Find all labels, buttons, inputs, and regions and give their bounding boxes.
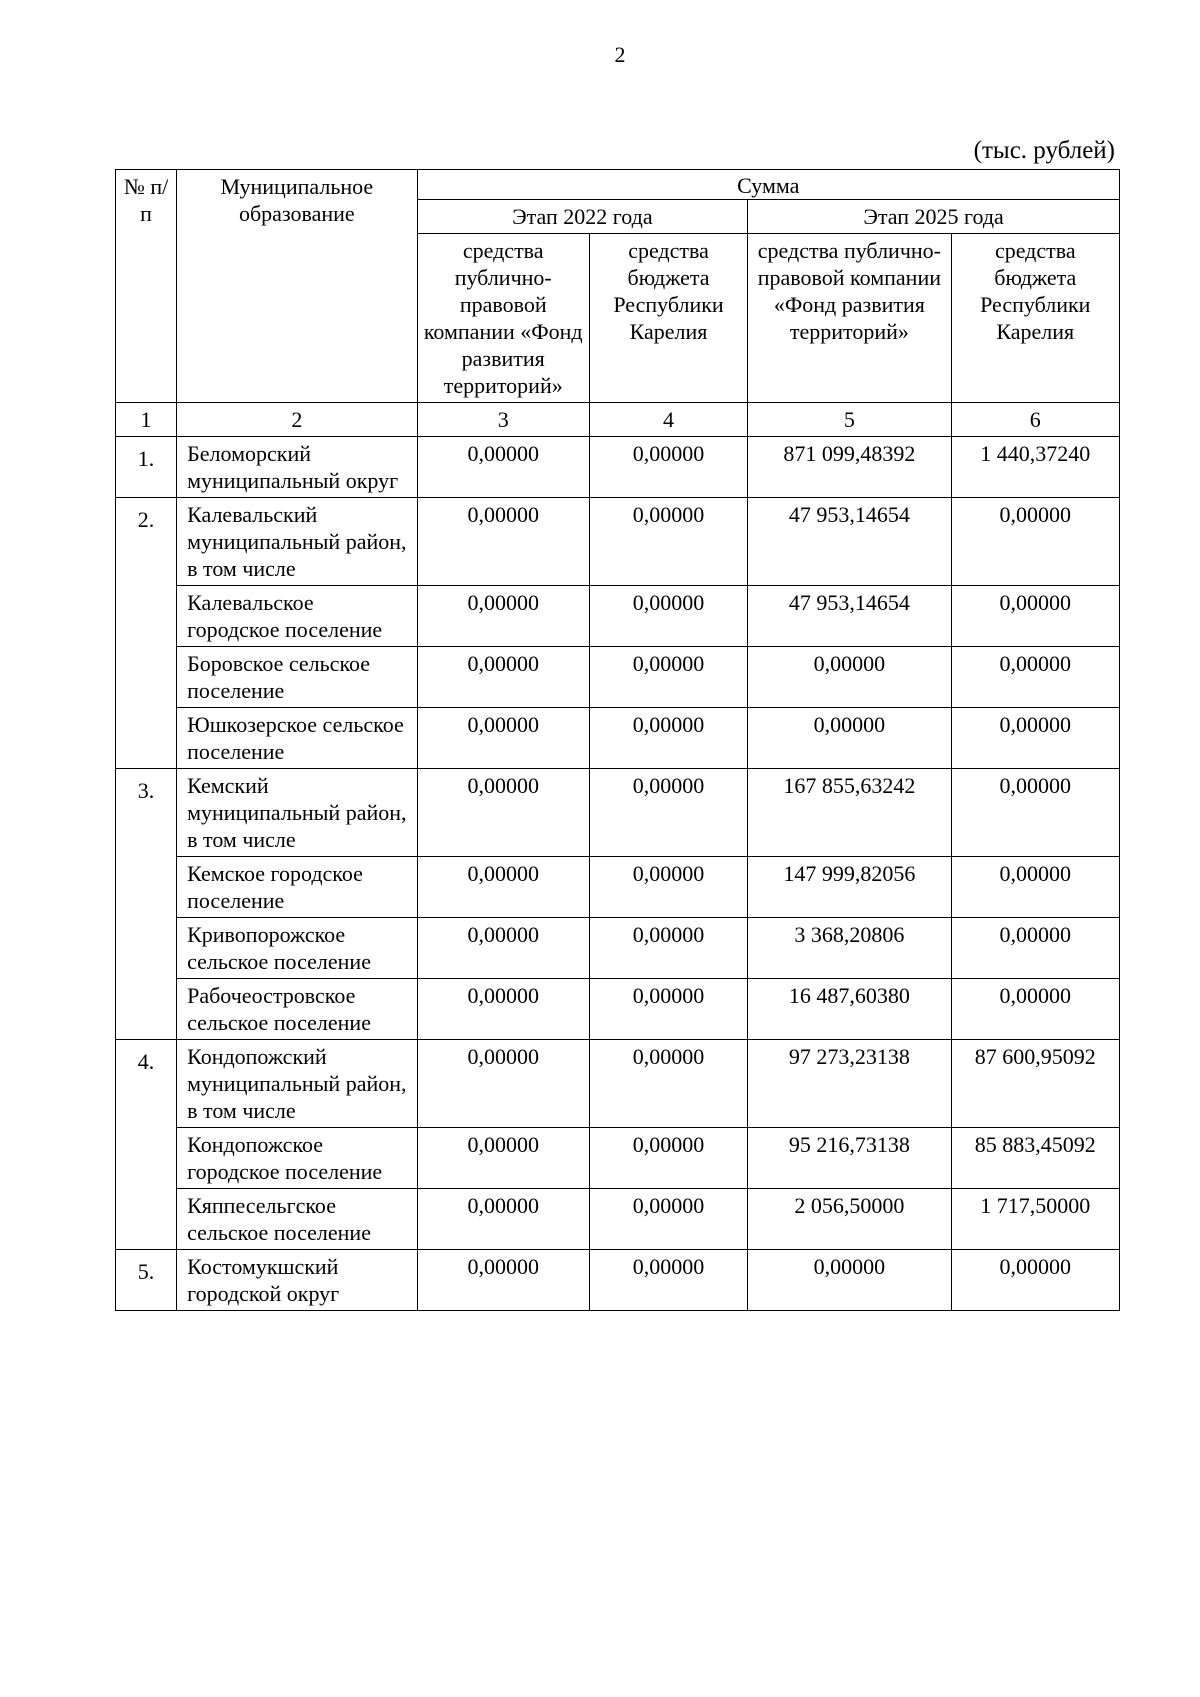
budget-2022-value: 0,00000	[589, 979, 747, 1040]
budget-2025-value: 1 440,37240	[951, 437, 1119, 498]
budget-2025-value: 85 883,45092	[951, 1128, 1119, 1189]
table-row-sub	[116, 979, 1120, 1040]
table-row-sub	[116, 708, 1120, 769]
fund-2025-value: 3 368,20806	[748, 918, 951, 979]
municipality-name: Юшкозерское сельское поселение	[177, 708, 417, 769]
column-number: 5	[748, 403, 951, 437]
header-stage-2022: Этап 2022 года	[417, 200, 748, 234]
header-sum: Сумма	[417, 170, 1119, 200]
header-row-1	[116, 170, 1120, 200]
fund-2025-value: 871 099,48392	[748, 437, 951, 498]
budget-2025-value: 0,00000	[951, 708, 1119, 769]
header-number: № п/п	[116, 170, 177, 403]
budget-2025-value: 0,00000	[951, 647, 1119, 708]
fund-2025-value: 47 953,14654	[748, 498, 951, 586]
budget-2025-value: 0,00000	[951, 918, 1119, 979]
municipality-name: Кондопожское городское поселение	[177, 1128, 417, 1189]
fund-2025-value: 95 216,73138	[748, 1128, 951, 1189]
units-label: (тыс. рублей)	[973, 137, 1115, 164]
fund-2025-value: 97 273,23138	[748, 1040, 951, 1128]
column-number: 3	[417, 403, 589, 437]
fund-2025-value: 0,00000	[748, 1250, 951, 1311]
budget-2025-value: 0,00000	[951, 1250, 1119, 1311]
fund-2022-value: 0,00000	[417, 979, 589, 1040]
budget-2022-value: 0,00000	[589, 1040, 747, 1128]
table-row-sub	[116, 1128, 1120, 1189]
municipality-name: Кемское городское поселение	[177, 857, 417, 918]
fund-2025-value: 16 487,60380	[748, 979, 951, 1040]
fund-2022-value: 0,00000	[417, 708, 589, 769]
fund-2025-value: 147 999,82056	[748, 857, 951, 918]
header-budget-2025: средства бюджета Республики Карелия	[951, 234, 1119, 403]
fund-2025-value: 2 056,50000	[748, 1189, 951, 1250]
fund-2022-value: 0,00000	[417, 918, 589, 979]
budget-2022-value: 0,00000	[589, 857, 747, 918]
header-budget-2022: средства бюджета Республики Карелия	[589, 234, 747, 403]
fund-2025-value: 167 855,63242	[748, 769, 951, 857]
row-number: 2.	[116, 498, 177, 769]
municipality-name: Кривопорожское сельское поселение	[177, 918, 417, 979]
table-row-sub	[116, 647, 1120, 708]
fund-2022-value: 0,00000	[417, 1040, 589, 1128]
table-row-sub	[116, 586, 1120, 647]
budget-2025-value: 0,00000	[951, 498, 1119, 586]
municipality-name: Калевальское городское поселение	[177, 586, 417, 647]
fund-2025-value: 0,00000	[748, 647, 951, 708]
budget-2025-value: 87 600,95092	[951, 1040, 1119, 1128]
municipality-name: Кондопожский муниципальный район, в том числе	[177, 1040, 417, 1128]
budget-2022-value: 0,00000	[589, 437, 747, 498]
budget-2022-value: 0,00000	[589, 918, 747, 979]
municipality-name: Калевальский муниципальный район, в том числе	[177, 498, 417, 586]
row-number: 5.	[116, 1250, 177, 1311]
column-number: 2	[177, 403, 417, 437]
table-row-sub	[116, 857, 1120, 918]
row-number: 1.	[116, 437, 177, 498]
header-municipality: Муниципальное образование	[177, 170, 417, 403]
budget-2022-value: 0,00000	[589, 586, 747, 647]
table-row-group	[116, 1250, 1120, 1311]
budget-2025-value: 0,00000	[951, 769, 1119, 857]
table-row-group	[116, 1040, 1120, 1128]
budget-2022-value: 0,00000	[589, 498, 747, 586]
header-stage-2025: Этап 2025 года	[748, 200, 1120, 234]
budget-2022-value: 0,00000	[589, 708, 747, 769]
table-row-group	[116, 498, 1120, 586]
municipality-name: Беломорский муниципальный округ	[177, 437, 417, 498]
fund-2022-value: 0,00000	[417, 1250, 589, 1311]
fund-2022-value: 0,00000	[417, 647, 589, 708]
fund-2022-value: 0,00000	[417, 857, 589, 918]
fund-2022-value: 0,00000	[417, 769, 589, 857]
fund-2022-value: 0,00000	[417, 1128, 589, 1189]
fund-2022-value: 0,00000	[417, 498, 589, 586]
row-number: 3.	[116, 769, 177, 1040]
table-row-group	[116, 769, 1120, 857]
column-number: 6	[951, 403, 1119, 437]
allocation-table	[115, 169, 1120, 1311]
municipality-name: Кемский муниципальный район, в том числе	[177, 769, 417, 857]
header-fund-2022: средства публично-правовой компании «Фонд развития территорий»	[417, 234, 589, 403]
budget-2025-value: 0,00000	[951, 586, 1119, 647]
municipality-name: Кяппесельгское сельское поселение	[177, 1189, 417, 1250]
fund-2025-value: 47 953,14654	[748, 586, 951, 647]
budget-2025-value: 0,00000	[951, 979, 1119, 1040]
fund-2022-value: 0,00000	[417, 1189, 589, 1250]
budget-2025-value: 1 717,50000	[951, 1189, 1119, 1250]
budget-2022-value: 0,00000	[589, 647, 747, 708]
table-row-group	[116, 437, 1120, 498]
fund-2022-value: 0,00000	[417, 437, 589, 498]
budget-2022-value: 0,00000	[589, 769, 747, 857]
table-row-sub	[116, 918, 1120, 979]
header-fund-2025: средства публично-правовой компании «Фонд развития территорий»	[748, 234, 951, 403]
municipality-name: Рабочеостровское сельское поселение	[177, 979, 417, 1040]
budget-2022-value: 0,00000	[589, 1189, 747, 1250]
municipality-name: Костомукшский городской округ	[177, 1250, 417, 1311]
fund-2022-value: 0,00000	[417, 586, 589, 647]
fund-2025-value: 0,00000	[748, 708, 951, 769]
column-number: 1	[116, 403, 177, 437]
budget-2022-value: 0,00000	[589, 1128, 747, 1189]
row-number: 4.	[116, 1040, 177, 1250]
budget-2022-value: 0,00000	[589, 1250, 747, 1311]
budget-2025-value: 0,00000	[951, 857, 1119, 918]
table-row-sub	[116, 1189, 1120, 1250]
column-numbers-row	[116, 403, 1120, 437]
municipality-name: Боровское сельское поселение	[177, 647, 417, 708]
column-number: 4	[589, 403, 747, 437]
page-number: 2	[614, 42, 626, 67]
